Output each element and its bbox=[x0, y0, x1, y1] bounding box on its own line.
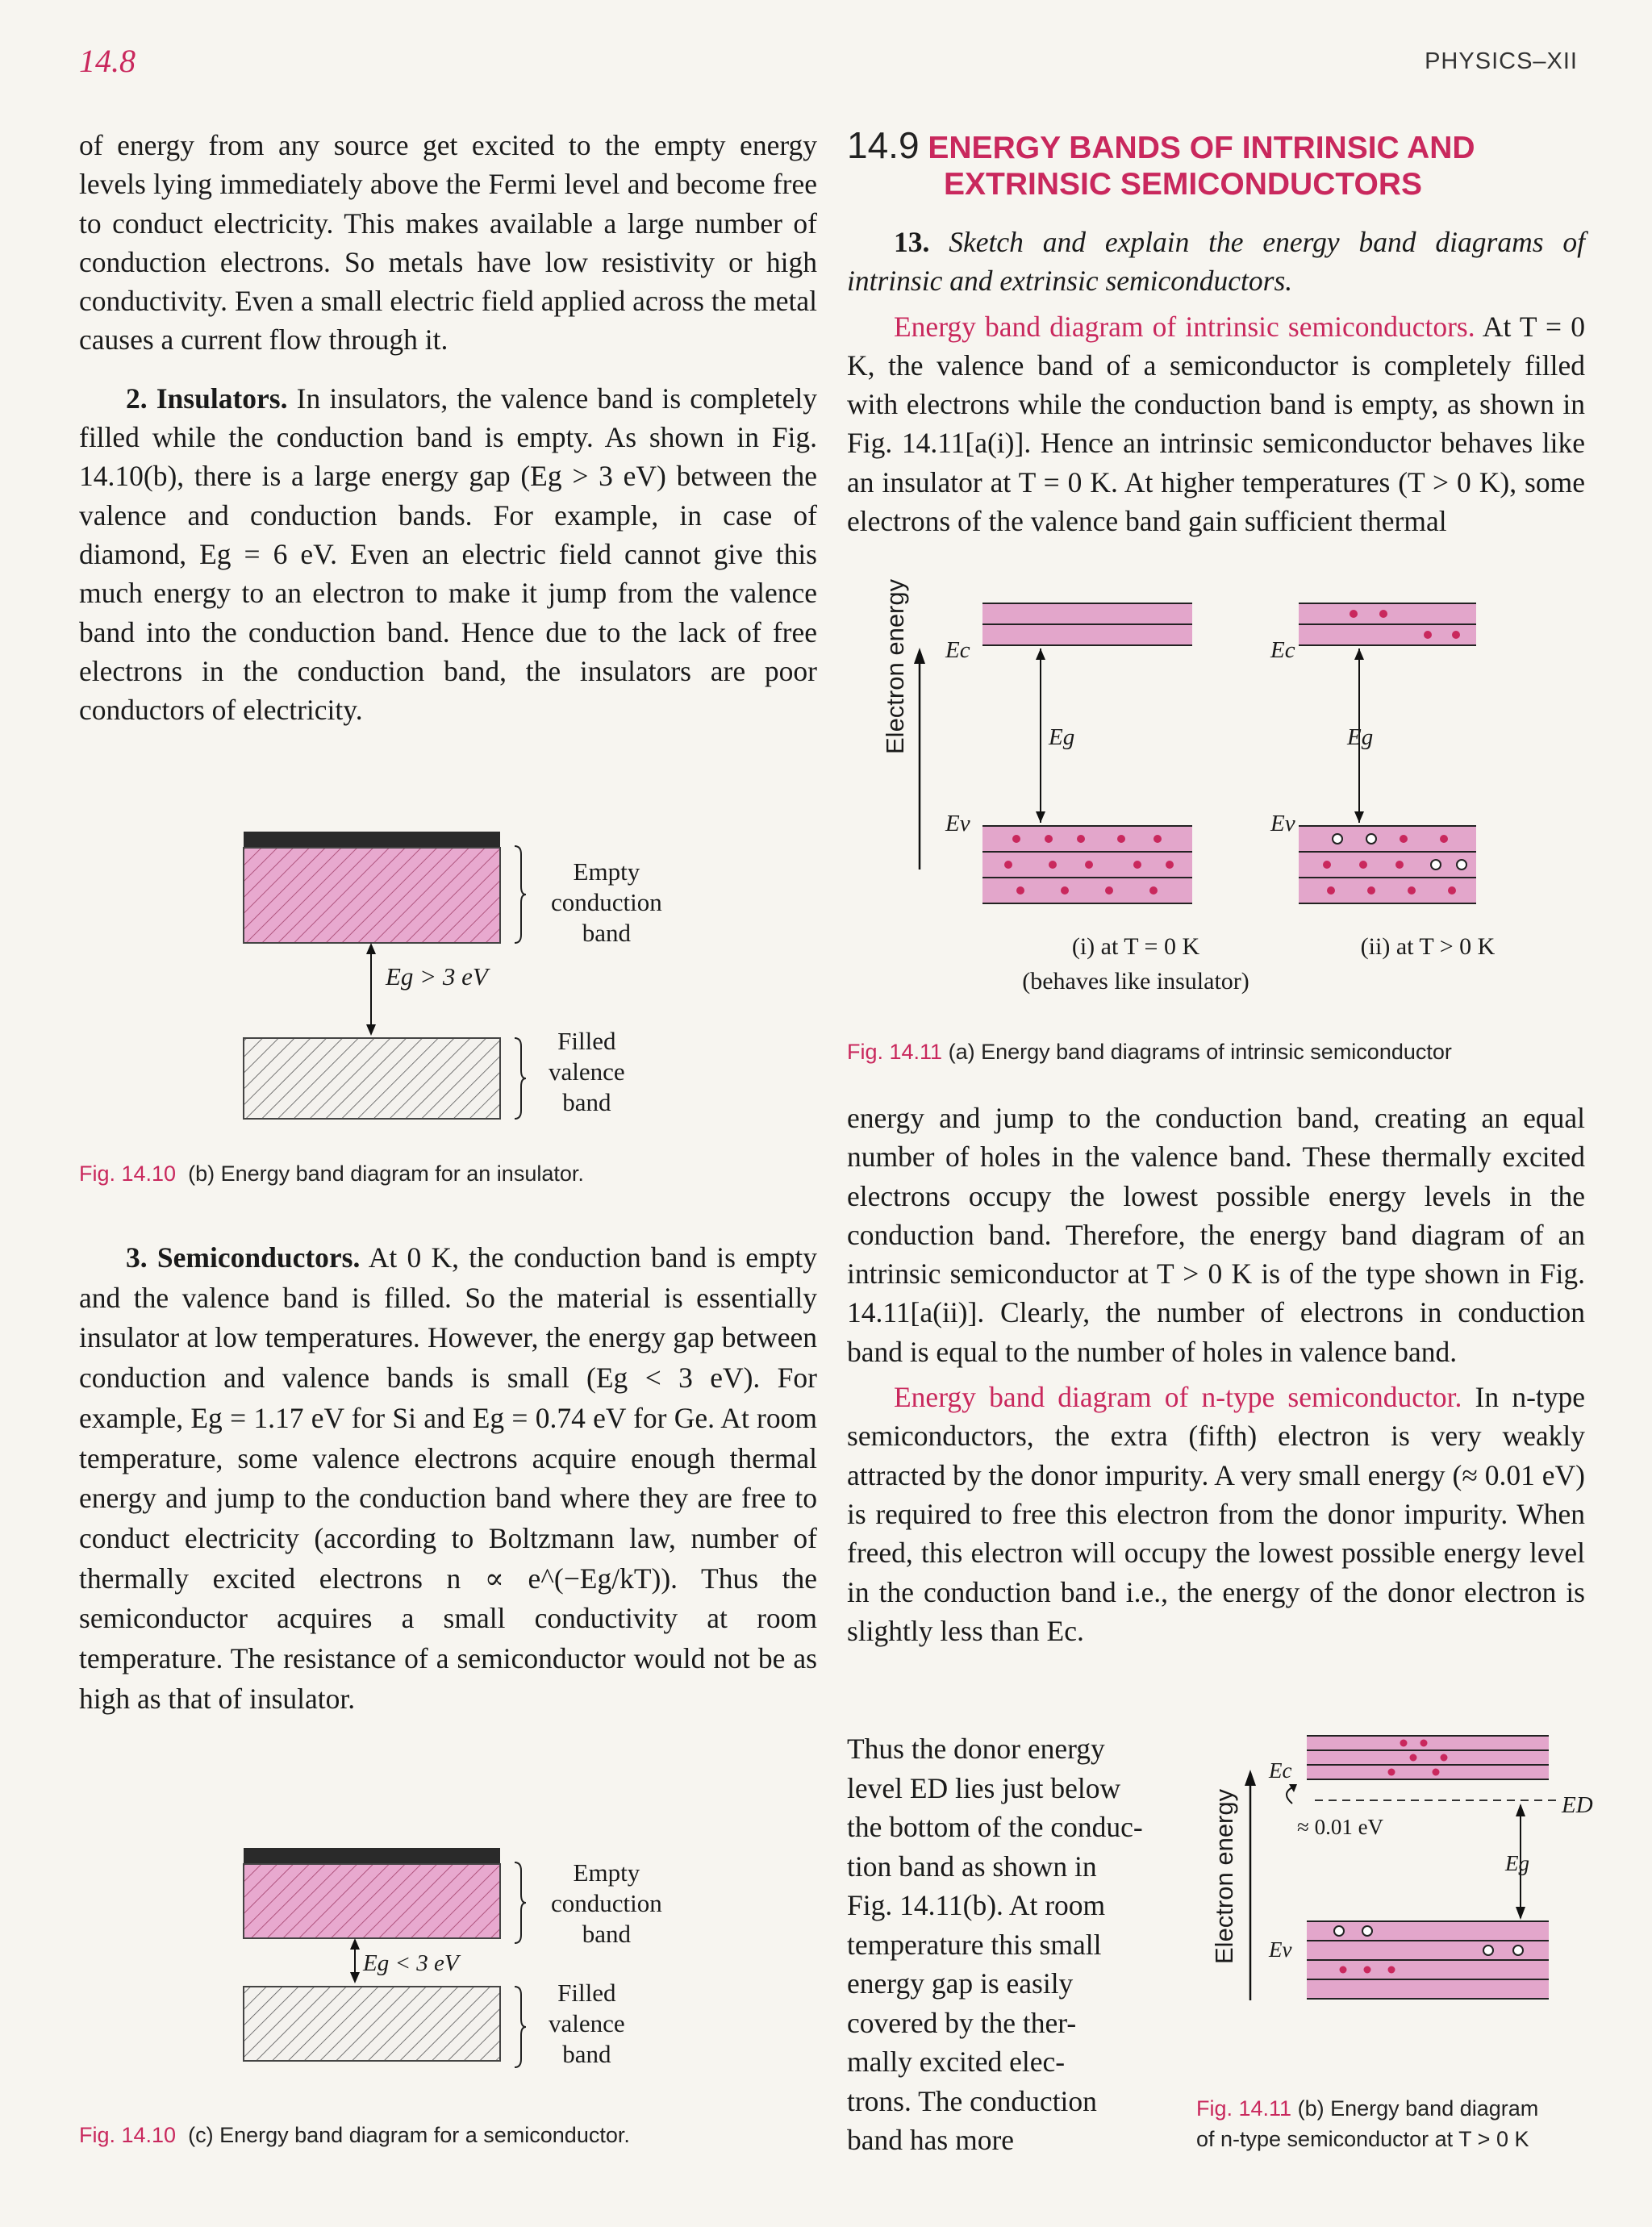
conduction-band-top bbox=[244, 832, 500, 848]
label-filled-valence-b: Filled valence band bbox=[549, 1027, 625, 1116]
label-ev-i: Ev bbox=[945, 811, 970, 836]
ntype-body: In n-type semiconductors, the extra (fifth) electron is very weakly attracted by the donor impurity. A very small energy (≈ 0.01 eV) is required to free this electron from the donor impurity. When freed, this electron will occupy the lowest possible energy level in the conduction band i.e., the energy of the donor electron is slightly less than Ec. bbox=[847, 1381, 1586, 1647]
caption-fig-14-10c: Fig. 14.10 (c) Energy band diagram for a semiconductor. bbox=[79, 2123, 630, 2147]
question-13: 13. Sketch and explain the energy band diagrams of intrinsic and extrinsic semiconductors. bbox=[847, 226, 1585, 298]
conduction-band bbox=[244, 848, 500, 943]
label-ec-ii: Ec bbox=[1270, 637, 1295, 663]
paragraph-insulators bbox=[79, 379, 817, 730]
conduction-band-c bbox=[244, 1864, 500, 1938]
paragraph-semiconductors bbox=[79, 1238, 817, 1719]
yaxis-label-11a: Electron energy bbox=[881, 578, 909, 754]
insulators-heading: 2. Insulators. bbox=[126, 382, 288, 415]
subcaption-ii: (ii) at T > 0 K bbox=[1360, 933, 1496, 960]
diagram-ii bbox=[1299, 603, 1476, 903]
page-number: 14.8 bbox=[79, 43, 136, 79]
caption-fig-14-11b: Fig. 14.11 (b) Energy band diagram of n-type semiconductor at T > 0 K bbox=[1196, 2096, 1539, 2151]
label-001ev: ≈ 0.01 eV bbox=[1297, 1815, 1384, 1839]
subcaption-i: (i) at T = 0 K bbox=[1071, 933, 1200, 960]
caption-fig-14-11a: Fig. 14.11 (a) Energy band diagrams of intrinsic semiconductor bbox=[847, 1040, 1452, 1064]
caption-fig-14-10b: Fig. 14.10 (b) Energy band diagram for an insulator. bbox=[79, 1161, 584, 1186]
valence-band-c bbox=[244, 1987, 500, 2061]
label-eg-ii: Eg bbox=[1347, 724, 1374, 750]
valence-band bbox=[244, 1038, 500, 1119]
conduction-band-11b bbox=[1307, 1736, 1549, 1779]
paragraph-intrinsic bbox=[847, 307, 1585, 541]
paragraph-ntype bbox=[847, 1378, 1585, 1650]
gap-label-c: Eg < 3 eV bbox=[363, 1950, 459, 1976]
label-filled-valence-c: Filled valence band bbox=[549, 1979, 625, 2068]
figure-14-11b bbox=[1202, 1726, 1589, 2065]
semiconductors-heading: 3. Semiconductors. bbox=[126, 1241, 361, 1274]
label-ev-ii: Ev bbox=[1270, 811, 1295, 836]
ntype-narrow-text: Thus the donor energy level ED lies just below the bottom of the conduc- tion band as shown in Fig. 14.11(b). At room temperature this small energy gap is easily covered by the ther- mally excited elec- trons. The conduction band has more bbox=[847, 1733, 1143, 2156]
diagram-i bbox=[982, 603, 1192, 903]
section-heading: 14.9 ENERGY BANDS OF INTRINSIC AND EXTRINSIC SEMICONDUCTORS bbox=[847, 124, 1475, 202]
right-column-top bbox=[847, 223, 1585, 540]
paragraph-intrinsic-cont: energy and jump to the conduction band, creating an equal number of holes in the valence band. These thermally excited electrons occupy the lowest possible energy levels in the conduction band. Therefore, the energy band diagram of an intrinsic semiconductor at T > 0 K is of the type shown in Fig. 14.11[a(ii)]. Clearly, the number of electrons in conduction band is equal to the number of holes in valence band. Energy band diagram of n-type semiconductor. In n-type semiconductors, the extra (fifth) electron is very weakly attracted by the donor impurity. A very small energy (≈ 0.01 eV) is required to free this electron from the donor impurity. When freed, this electron will occupy the lowest possible energy level in the conduction band i.e., the energy of the donor electron is slightly less than Ec. bbox=[847, 1099, 1585, 1650]
paragraph-metals-cont: of energy from any source get excited to the empty energy levels lying immediately above the Fermi level and become free to conduct electricity. This makes available a large number of conduction electrons. So metals have low resistivity or high conductivity. Even a small electric field applied across the metal causes a current flow through it. bbox=[79, 129, 817, 357]
intrinsic-body: At T = 0 K, the valence band of a semiconductor is completely filled with electrons while the conduction band is empty, as shown in Fig. 14.11[a(i)]. Hence an intrinsic semiconductor behaves like an insulator at T = 0 K. At higher temperatures (T > 0 K), some electrons of the valence band gain sufficient thermal bbox=[847, 310, 1585, 538]
left-column bbox=[79, 126, 817, 729]
ntype-heading: Energy band diagram of n-type semiconductor. bbox=[894, 1381, 1462, 1414]
label-empty-conduction-b: Empty conduction band bbox=[551, 857, 662, 947]
label-ec-11b: Ec bbox=[1269, 1758, 1292, 1783]
label-ec-i: Ec bbox=[945, 637, 970, 663]
valence-band-11b bbox=[1307, 1921, 1549, 1999]
label-eg-11b: Eg bbox=[1505, 1851, 1529, 1875]
label-empty-conduction-c: Empty conduction band bbox=[551, 1858, 662, 1948]
intrinsic-heading: Energy band diagram of intrinsic semiconductors. bbox=[894, 310, 1475, 343]
subcaption-i-note: (behaves like insulator) bbox=[1022, 968, 1249, 995]
label-ed-11b: ED bbox=[1562, 1792, 1593, 1818]
label-eg-i: Eg bbox=[1049, 724, 1075, 750]
yaxis-label-11b: Electron energy bbox=[1210, 1788, 1238, 1964]
gap-label-b: Eg > 3 eV bbox=[386, 962, 488, 990]
semiconductors-body: At 0 K, the conduction band is empty and the valence band is filled. So the material is essentially insulator at low temperatures. However, the energy gap between conduction and valence bands is small (Eg < 3 eV). For example, Eg = 1.17 eV for Si and Eg = 0.74 eV for Ge. At room temperature, some valence electrons acquire enough thermal energy and jump to the conduction band where they are free to conduct electricity (according to Boltzmann law, number of thermally excited electrons n ∝ e^(−Eg/kT)). Thus the semiconductor acquires a small conductivity at room temperature. The resistance of a semiconductor would not be as high as that of insulator. bbox=[79, 1241, 817, 1715]
running-head: PHYSICS–XII bbox=[1425, 48, 1578, 74]
label-ev-11b: Ev bbox=[1269, 1937, 1292, 1962]
insulators-body: In insulators, the valence band is completely filled while the conduction band is empty. As shown in Fig. 14.10(b), there is a large energy gap (Eg > 3 eV) between the valence and conduction bands. For example, in case of diamond, Eg = 6 eV. Even an electric field cannot give this much energy to an electron to make it jump from the valence band into the conduction band. Hence due to the lack of free electrons in the conduction band, the insulators are poor conductors of electricity. bbox=[79, 382, 818, 727]
